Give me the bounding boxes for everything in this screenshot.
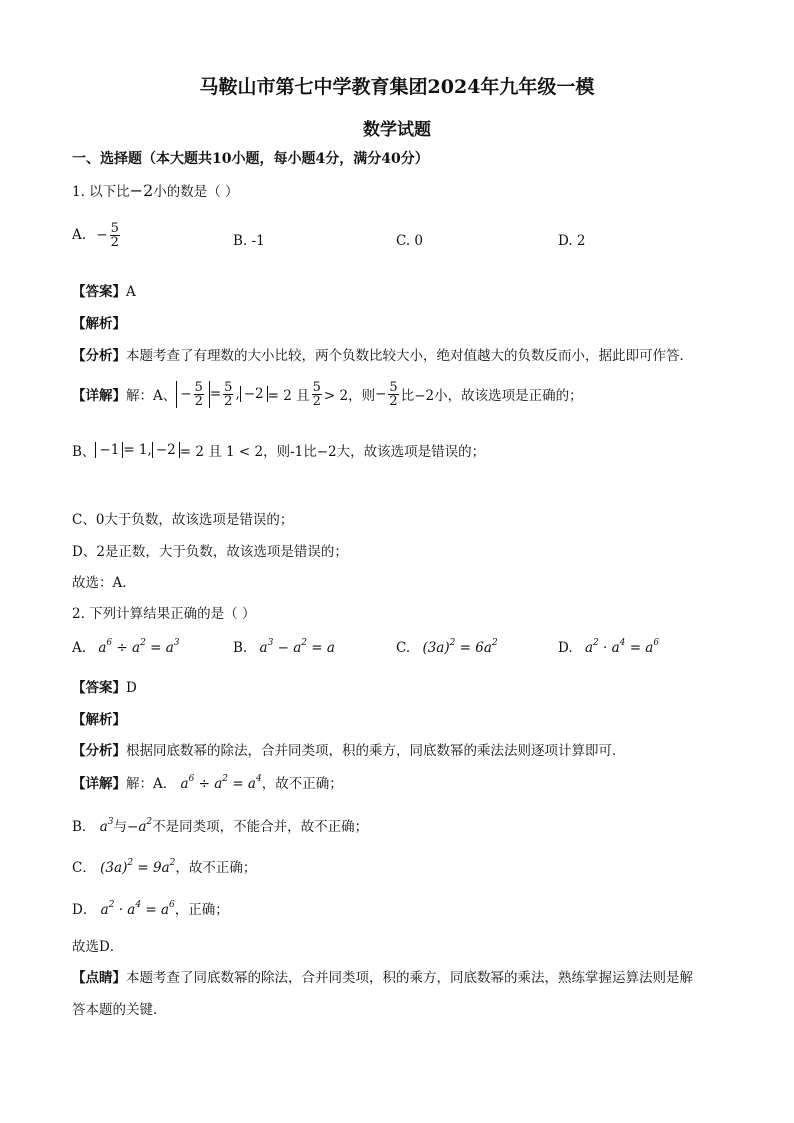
q1-fenxi-tag: 【分析】 <box>72 348 126 364</box>
page-subtitle: 数学试题 <box>363 120 431 140</box>
q2-answer-value: D <box>126 680 137 696</box>
page-title: 马鞍山市第七中学教育集团2024年九年级一模 <box>199 76 595 98</box>
q2-jiexi: 【解析】 <box>72 712 126 728</box>
q1-frac3-num: 5 <box>312 379 321 395</box>
q2-dianjing-line1: 本题考查了同底数幂的除法，合并同类项，积的乘方，同底数幂的乘法，熟练掌握运算法则是解 <box>126 970 693 986</box>
q2-detail-c-post: ，故不正确； <box>175 860 257 876</box>
q2-detail-d-pre: D． <box>72 902 97 918</box>
q1-jiexi: 【解析】 <box>72 316 126 332</box>
q1-detail-a-conclusion: 比−2小，故该选项是正确的； <box>400 388 583 404</box>
q1-abs-neg2: −2 <box>240 386 268 402</box>
q1-frac4-num: 5 <box>389 379 398 395</box>
q2-option-b-label: B. <box>233 640 248 656</box>
q1-abs-den: 2 <box>194 393 203 409</box>
q1-detail-b-eq1: = 1, <box>123 442 152 458</box>
q2-option-a-label: A. <box>72 640 87 656</box>
q1-detail-eq: = <box>209 386 222 402</box>
q1-fenxi-text: 本题考查了有理数的大小比较，两个负数比较大小，绝对值越大的负数反而小，据此即可作答． <box>126 348 693 364</box>
q1-fenxi <box>72 344 693 364</box>
q1-frac2-den: 2 <box>224 393 233 409</box>
q1-detail-a <box>72 374 583 414</box>
q1-stem-pre: 1. 以下比 <box>72 184 130 200</box>
q1-option-d: D. 2 <box>558 233 586 249</box>
q1-option-b: B. -1 <box>233 233 265 249</box>
q1-detail-comma: , <box>235 386 240 402</box>
section-heading: 一、选择题（本大题共10小题，每小题4分，满分40分） <box>72 151 429 167</box>
q1-frac3-den: 2 <box>312 393 321 409</box>
q2-detail-a: 【详解】解：A． $a^6 \div a^2 = a^4$，故不正确； <box>72 774 343 792</box>
q2-dianjing-line2: 答本题的关键． <box>72 1002 167 1018</box>
q2-fenxi-tag: 【分析】 <box>72 743 126 759</box>
q2-fenxi-text: 根据同底数幂的除法，合并同类项，积的乘方，同底数幂的乘法法则逐项计算即可． <box>126 743 626 759</box>
q2-detail-d-post: ，正确； <box>174 902 229 918</box>
q1-detail-b-pre: B、 <box>72 444 96 460</box>
q2-answer <box>72 676 137 696</box>
q1-answer <box>72 280 136 300</box>
q1-detail-c: C、0大于负数，故该选项是错误的； <box>72 512 294 528</box>
q2-dianjing-tag: 【点睛】 <box>72 970 126 986</box>
q1-detail-eq2: = 2 且 <box>267 388 310 404</box>
q1-frac4-den: 2 <box>389 393 398 409</box>
q2-option-d-label: D. <box>558 640 573 656</box>
q1-option-a-sign: − <box>96 227 108 243</box>
q1-option-c: C. 0 <box>396 233 424 249</box>
q2-detail-tag: 【详解】 <box>72 776 126 792</box>
q1-option-a-den: 2 <box>110 235 119 250</box>
q2-detail-c-pre: C． <box>72 860 96 876</box>
q1-detail-b <box>72 440 485 460</box>
q2-option-b: B. $a^3 - a^2 = a$ <box>233 638 335 656</box>
q2-option-c-label: C. <box>396 640 411 656</box>
q1-detail-neg: − <box>375 386 387 402</box>
q1-option-a-label: A. <box>72 227 87 243</box>
q2-stem: 2. 下列计算结果正确的是（ ） <box>72 606 256 622</box>
q2-dianjing <box>72 966 693 986</box>
q1-detail-a-pre: 解：A、 <box>126 388 177 404</box>
q2-fenxi <box>72 739 626 759</box>
q1-detail-d: D、2是正数，大于负数，故该选项是错误的； <box>72 544 348 560</box>
q1-conclusion: 故选：A． <box>72 575 136 591</box>
q2-detail-b-mid: 与 <box>113 819 128 835</box>
q2-detail-c: C． $(3a)^2 = 9a^2$，故不正确； <box>72 858 257 876</box>
q2-option-a: A. $a^6 \div a^2 = a^3$ <box>72 638 180 656</box>
q1-answer-tag: 【答案】 <box>72 284 126 300</box>
q1-answer-value: A <box>126 284 136 300</box>
q2-conclusion: 故选D． <box>72 939 124 955</box>
q1-abs-num: 5 <box>194 379 203 395</box>
q1-option-a <box>72 222 122 249</box>
q1-abs-neg1: −1 <box>95 442 123 458</box>
q1-detail-tag: 【详解】 <box>72 388 126 404</box>
q2-detail-b-post: 不是同类项，不能合并，故不正确； <box>152 819 369 835</box>
q1-stem-num: −2 <box>129 181 154 200</box>
q1-abs-neg2b: −2 <box>152 442 180 458</box>
q1-stem <box>72 180 239 200</box>
q1-option-a-num: 5 <box>110 221 119 236</box>
q2-option-c: C. $(3a)^2 = 6a^2$ <box>396 638 498 656</box>
q2-detail-d: D． $a^2 \cdot a^4 = a^6$，正确； <box>72 900 229 918</box>
q1-frac2-num: 5 <box>224 379 233 395</box>
q2-answer-tag: 【答案】 <box>72 680 126 696</box>
q1-detail-gt: > 2，则 <box>323 388 376 404</box>
q2-option-d: D. $a^2 \cdot a^4 = a^6$ <box>558 638 660 656</box>
q2-detail-b-pre: B． <box>72 819 96 835</box>
q1-stem-post: 小的数是（ ） <box>153 184 239 200</box>
q2-detail-a-pre: 解：A． <box>126 776 177 792</box>
q2-detail-a-post: ，故不正确； <box>261 776 343 792</box>
q1-abs-frac: − $\frac{5}{2}$ <box>176 381 210 408</box>
q1-detail-b-rest: = 2 且 1 < 2，则-1比−2大，故该选项是错误的； <box>179 444 486 460</box>
q2-detail-b: B． $a^3$与$-a^2$不是同类项，不能合并，故不正确； <box>72 817 369 835</box>
